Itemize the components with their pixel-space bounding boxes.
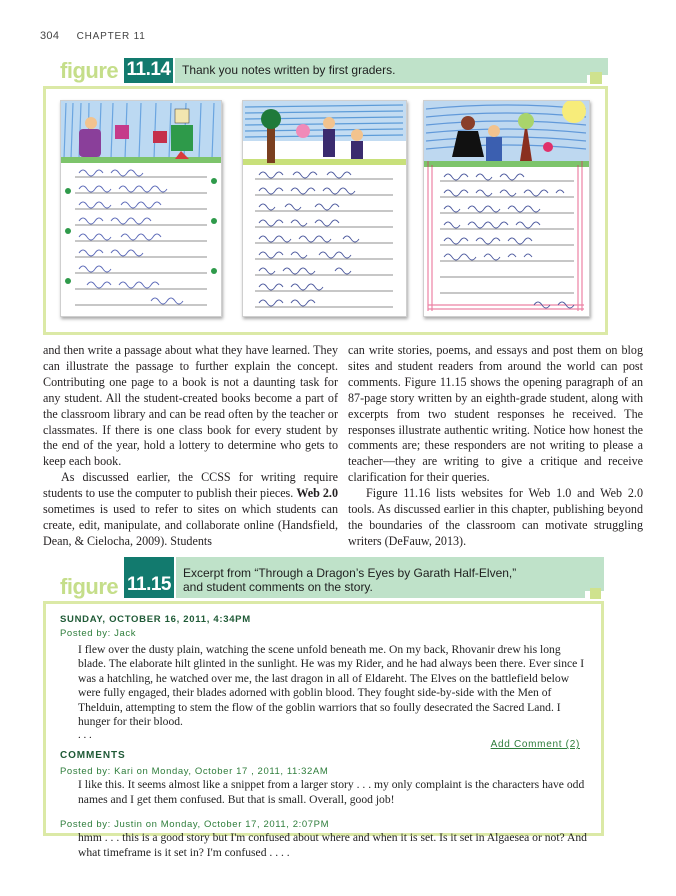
child-drawing-icon [424,101,589,316]
blog-post [60,614,590,860]
comment-text: hmm . . . this is a good story but I'm confused about where and when it is set. Is it set in Algaesea or not? And what timeframe is it set in? I'm confused . . . . [78,831,587,859]
comment [60,819,590,860]
figure-caption-text: Thank you notes written by first graders. [182,63,396,77]
thank-you-note-image [60,100,222,317]
comments-heading: COMMENTS [60,750,126,762]
key-term: Web 2.0 [296,486,338,501]
comment-text: I like this. It seems almost like a snippet from a larger story . . . my only complaint is the characters have odd names and I get them confused. But that is small. Overall, good job! [78,778,585,806]
child-drawing-icon [243,101,406,316]
figure-label: figure [60,58,119,83]
corner-square [590,72,602,84]
figure-label: figure [60,574,119,599]
comment-author: Posted by: Justin on Monday, October 17, 2011, 2:07PM [60,819,330,831]
body-column-right [348,343,643,550]
paragraph: and then write a passage about what they have learned. They can illustrate the passage to further explain the concept. Contributing one page to a book is not a daunting task for any student. All the student-created books become a part of the classroom library and can be read often by the teacher or classmates. If there is one class book for every student by the end of the year, hold a lottery to determine who gets to keep each book. [43,343,338,469]
post-author: Posted by: Jack [60,628,137,639]
post-date: SUNDAY, OCTOBER 16, 2011, 4:34PM [60,614,251,625]
add-comment-link[interactable]: Add Comment (2) [490,739,580,751]
running-head [40,30,146,42]
figure-caption [176,557,604,598]
page-number: 304 [40,30,60,42]
corner-square [590,588,601,599]
comment [60,766,590,807]
figure-caption-line: and student comments on the story. [183,580,373,594]
paragraph-text: As discussed earlier, the CCSS for writing require students to use the computer to publish their pieces. [43,470,338,501]
child-drawing-icon [61,101,221,316]
figure-caption [175,58,608,83]
post-text: I flew over the dusty plain, watching the scene unfold beneath me. On my back, Rhovanir drew his long blade. The elaborate hilt glinted in the sunlight. He was my Rider, and he had always been there. Ever since I was a hatchling, he watched over me, the last dragon in all of Eldareht. The Elves on the battlefield below were fully engaged, their blades adorned with goblin blood. They fought side-by-side with the Men of Thelduin, attempting to stem the flow of the goblin warriors that so foully desecrated the Sacred Land. I hunger for their blood. [78,643,585,729]
figure-number: 11.14 [124,58,173,83]
thank-you-note-image [242,100,407,317]
paragraph: can write stories, poems, and essays and post them on blog sites and student readers from around the world can post comments. Figure 11.15 shows the opening paragraph of an 87-page story written by an eighth-grade student, along with excerpts from two student responses he received. The responses illustrate authentic writing. Notice how honest the comments are; these responders are not writing to please a teacher—they are writing to give a critique and receive clarification for their queries. [348,343,643,485]
figure-caption-line: Excerpt from “Through a Dragon’s Eyes by Garath Half-Elven,” [183,566,517,580]
comment-author: Posted by: Kari on Monday, October 17 , 2011, 11:32AM [60,766,329,778]
paragraph: Figure 11.16 lists websites for Web 1.0 and Web 2.0 tools. As discussed earlier in this chapter, publishing beyond the boundaries of the classroom can motivate struggling writers (DeFauw, 2013). [348,486,643,548]
paragraph-text: sometimes is used to refer to sites on which students can create, edit, manipulate, and collaborate online (Handsfield, Dean, & Cielocha, 2009). Students [43,502,338,548]
body-column-left [43,343,338,550]
thank-you-note-image [423,100,590,317]
post-ellipsis: . . . [78,729,92,742]
chapter-label: CHAPTER 11 [76,31,146,42]
paragraph [43,470,338,550]
figure-number: 11.15 [124,557,174,598]
